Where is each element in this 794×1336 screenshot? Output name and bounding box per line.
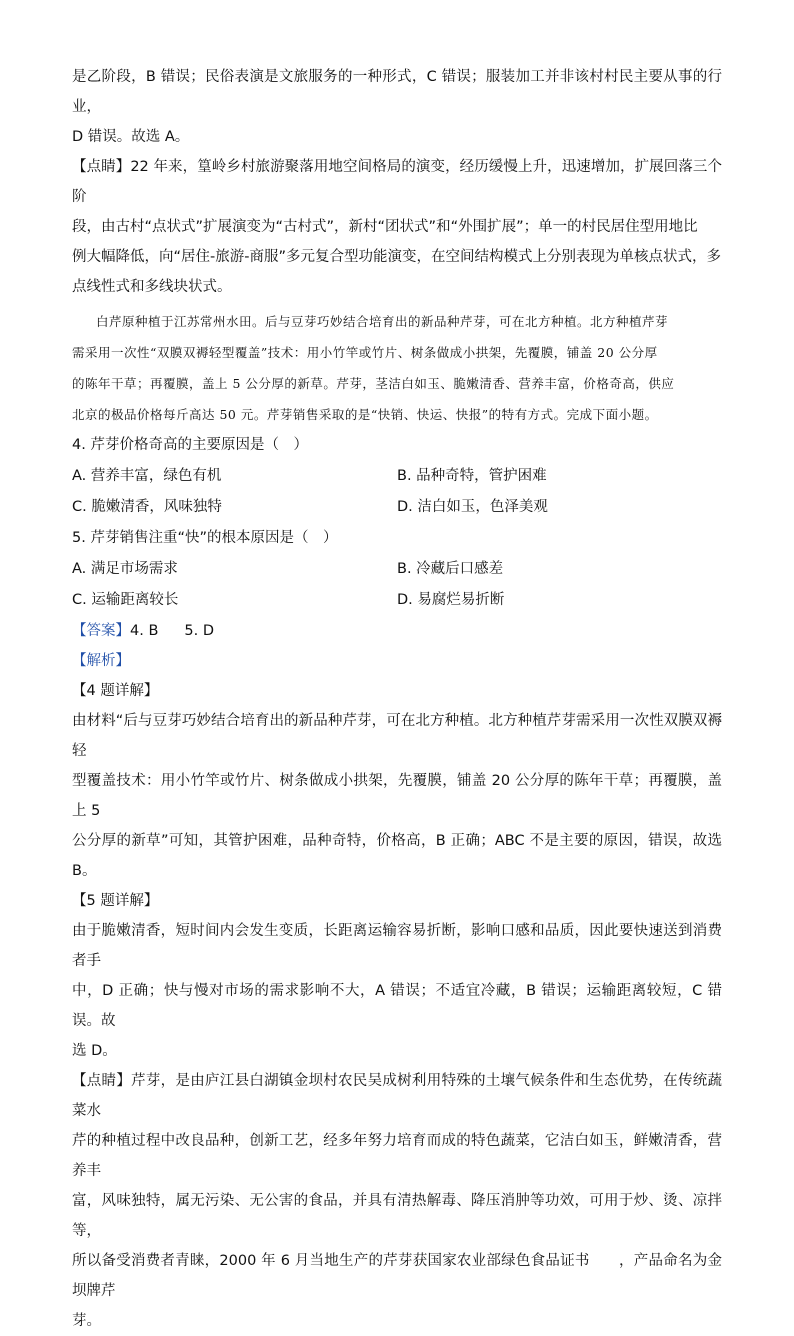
question-4-options-row-1 (72, 461, 722, 492)
paragraph-1-line-1: 是乙阶段，B 错误；民俗表演是文旅服务的一种形式，C 错误；服装加工并非该村村民主要从事的行业， (72, 69, 722, 115)
material-line-4: 北京的极品价格每斤高达 50 元。芹芽销售采取的是“快销、快运、快报”的特有方式。完成下面小题。 (72, 407, 658, 422)
question-5-options-row-2 (72, 585, 722, 616)
tip-line-2: 芹的种植过程中改良品种，创新工艺，经多年努力培育而成的特色蔬菜，它洁白如玉，鲜嫩清香，营养丰 (72, 1133, 722, 1179)
material-line-1: 白芹原种植于江苏常州水田。后与豆芽巧妙结合培育出的新品种芹芽，可在北方种植。北方种植芹芽 (96, 314, 669, 329)
answer-5: 5. D (184, 623, 215, 639)
answer-tag: 【答案】 (72, 623, 130, 639)
tip-line-4: 所以备受消费者青睐，2000 年 6 月当地生产的芹芽获国家农业部绿色食品证书 ，产品命名为金坝牌芹 (72, 1253, 722, 1299)
material-line-2: 需采用一次性“双膜双褥轻型覆盖”技术：用小竹竿或竹片、树条做成小拱架，先覆膜，铺盖 20 公分厚 (72, 345, 658, 360)
answer-4: 4. B (130, 623, 159, 639)
detail-5-line-1: 由于脆嫩清香，短时间内会发生变质，长距离运输容易折断，影响口感和品质，因此要快速送到消费者手 (72, 923, 722, 969)
tip-line-1: 【点睛】芹芽，是由庐江县白湖镇金坝村农民吴成树利用特殊的土壤气候条件和生态优势，在传统蔬菜水 (72, 1073, 723, 1119)
detail-4-line-3: 公分厚的新草”可知，其管护困难，品种奇特，价格高，B 正确；ABC 不是主要的原因，错误，故选 B。 (72, 833, 722, 879)
q4-option-c: C. 脆嫩清香，风味独特 (72, 499, 222, 515)
paragraph-1-line-2: D 错误。故选 A。 (72, 129, 190, 145)
material-line-3: 的陈年干草；再覆膜，盖上 5 公分厚的新草。芹芽，茎洁白如玉、脆嫩清香、营养丰富，价格奇高，供应 (72, 376, 675, 391)
question-4-stem: 4. 芹芽价格奇高的主要原因是（ ） (72, 437, 308, 453)
q5-option-c: C. 运输距离较长 (72, 592, 179, 608)
q4-option-b: B. 品种奇特，管护困难 (397, 468, 547, 484)
paragraph-2-line-1: 【点睛】22 年来，篁岭乡村旅游聚落用地空间格局的演变，经历缓慢上升，迅速增加，扩展回落三个阶 (72, 159, 723, 205)
tip-tag: 【点睛】 (72, 159, 131, 175)
tip-line-5: 芽。 (72, 1313, 101, 1329)
detail-5-line-3: 选 D。 (72, 1043, 117, 1059)
question-4-options-row-2 (72, 492, 722, 523)
q4-option-a: A. 营养丰富，绿色有机 (72, 468, 222, 484)
q5-option-a: A. 满足市场需求 (72, 561, 178, 577)
detail-5-tag: 【5 题详解】 (72, 893, 159, 909)
q5-option-b: B. 冷藏后口感差 (397, 561, 504, 577)
document-page (72, 62, 722, 1336)
answer-line (72, 616, 722, 646)
analysis-tag: 【解析】 (72, 653, 130, 669)
question-5-options-row-1 (72, 554, 722, 585)
detail-4-line-2: 型覆盖技术：用小竹竿或竹片、树条做成小拱架，先覆膜，铺盖 20 公分厚的陈年干草；再覆膜，盖上 5 (72, 773, 722, 819)
question-5-stem: 5. 芹芽销售注重“快”的根本原因是（ ） (72, 530, 338, 546)
paragraph-2-line-4: 点线性式和多线块状式。 (72, 279, 232, 295)
detail-5-line-2: 中，D 正确；快与慢对市场的需求影响不大，A 错误；不适宜冷藏，B 错误；运输距离较短，C 错误。故 (72, 983, 722, 1029)
tip-tag-2: 【点睛】 (72, 1073, 132, 1089)
q4-option-d: D. 洁白如玉，色泽美观 (397, 499, 548, 515)
detail-4-line-1: 由材料“后与豆芽巧妙结合培育出的新品种芹芽，可在北方种植。北方种植芹芽需采用一次性双膜双褥轻 (72, 713, 722, 759)
paragraph-2-line-3: 例大幅降低，向“居住-旅游-商服”多元复合型功能演变，在空间结构模式上分别表现为单核点状式，多 (72, 249, 721, 265)
paragraph-2-line-2: 段，由古村“点状式”扩展演变为“古村式”，新村“团状式”和“外围扩展”；单一的村民居住型用地比 (72, 219, 698, 235)
tip-line-3: 富，风味独特，属无污染、无公害的食品，并具有清热解毒、降压消肿等功效，可用于炒、烫、凉拌等， (72, 1193, 722, 1239)
detail-4-tag: 【4 题详解】 (72, 683, 159, 699)
q5-option-d: D. 易腐烂易折断 (397, 592, 505, 608)
material-block (72, 306, 722, 430)
